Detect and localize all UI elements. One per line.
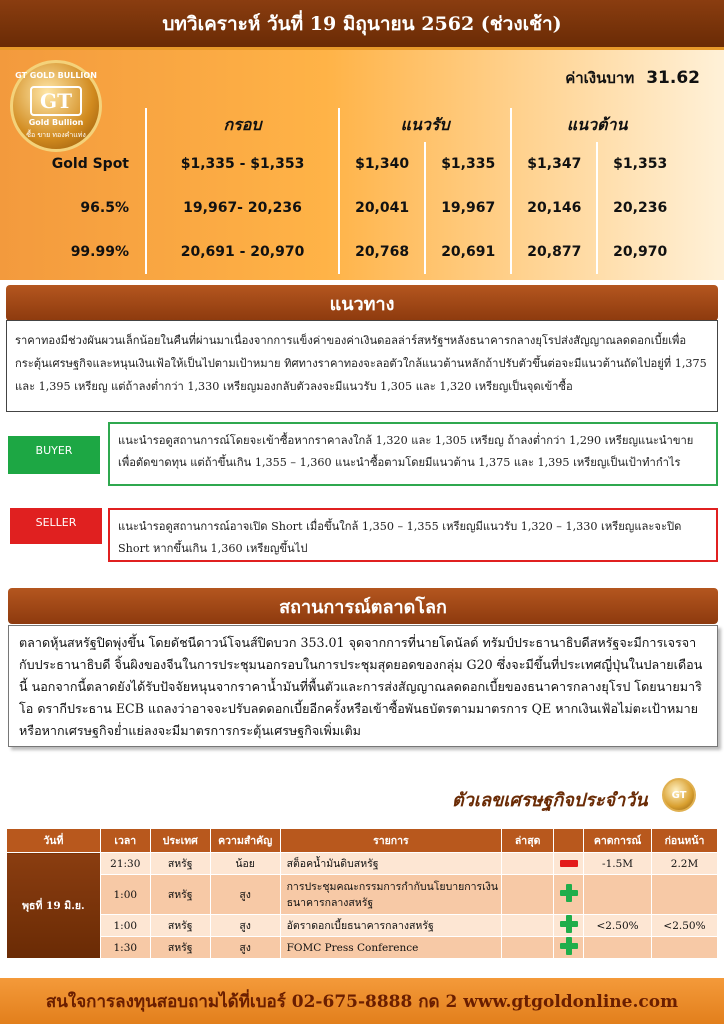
row-label: 96.5%: [80, 200, 129, 216]
row-label: Gold Spot: [51, 156, 129, 172]
latest-cell: [502, 853, 554, 875]
signal-cell: [554, 853, 584, 875]
resistance-2-value: $1,353: [597, 142, 682, 186]
forecast-cell: [584, 937, 652, 959]
support-1-value: 20,768: [339, 230, 425, 274]
latest-cell: [502, 875, 554, 915]
support-1-value: $1,340: [339, 142, 425, 186]
thb-exchange-rate: [565, 66, 700, 90]
resistance-1-value: $1,347: [511, 142, 597, 186]
support-1-value: 20,041: [339, 186, 425, 230]
econ-calendar-title: ตัวเลขเศรษฐกิจประจำวัน: [452, 790, 648, 811]
forecast-cell: -1.5M: [584, 853, 652, 875]
signal-cell: [554, 937, 584, 959]
importance-cell: สูง: [210, 937, 280, 959]
resistance-2-value: 20,970: [597, 230, 682, 274]
support-2-value: 20,691: [425, 230, 511, 274]
world-market-text: ตลาดหุ้นสหรัฐปิดพุ่งขึ้น โดยดัชนีดาวน์โจนส์ปิดบวก 353.01 จุดจากการที่นายโดนัลด์ ทรัมป์ประธานาธิบดีสหรัฐจะมีการเจรจากับประธานาธิบดี จิ้นผิงของจีนในการประชุมนอกรอบในการประชุมสุดยอดของกลุ่ม G20 ซึ่งจะมีขึ้นที่ประเทศญี่ปุ่นในปลายเดือนนี้ นอกจากนี้ตลาดยังได้รับปัจจัยหนุนจากราคาน้ำมันที่พื้นตัวและการส่งสัญญาณลดดอกเบี้ยของธนาคารกลางยุโรป โดยนายมาริโอ ดรากีประธาน ECB แถลงว่าอาจจะปรับลดดอกเบี้ยอีกครั้งหรือเข้าซื้อพันธบัตรตามมาตรการ QE หากเงินเฟ้อไม่ตะเป้าหมายหรือหากเศรษฐกิจย่ำแย่ลงจะมีมาตรการกระตุ้นเศรษฐกิจเพิ่มเติม: [8, 625, 718, 747]
range-value: 19,967- 20,236: [146, 186, 339, 230]
price-row-gold-spot: [36, 142, 682, 186]
gt-mini-logo: GT: [662, 778, 696, 812]
event-cell: การประชุมคณะกรรมการกำกับนโยบายการเงินธนาคารกลางสหรัฐ: [280, 875, 502, 915]
col-resistance-header: แนวต้าน: [511, 108, 682, 142]
signal-cell: [554, 915, 584, 937]
country-cell: สหรัฐ: [150, 853, 210, 875]
time-cell: 1:00: [100, 915, 150, 937]
table-row: [7, 915, 718, 937]
plus-icon: [560, 937, 578, 955]
plus-icon: [560, 884, 578, 902]
table-row: [7, 875, 718, 915]
col-range-header: กรอบ: [146, 108, 339, 142]
previous-cell: 2.2M: [652, 853, 718, 875]
forecast-cell: [584, 875, 652, 915]
previous-cell: <2.50%: [652, 915, 718, 937]
col-latest: ล่าสุด: [502, 829, 554, 853]
price-row-99-99: [36, 230, 682, 274]
seller-badge: SELLER: [10, 508, 102, 544]
world-market-section-title: สถานการณ์ตลาดโลก: [8, 588, 718, 624]
support-2-value: $1,335: [425, 142, 511, 186]
forecast-cell: <2.50%: [584, 915, 652, 937]
resistance-2-value: 20,236: [597, 186, 682, 230]
minus-icon: [560, 860, 578, 867]
previous-cell: [652, 937, 718, 959]
guide-section-title: แนวทาง: [6, 285, 718, 321]
logo-sub-text: Gold Bullion: [28, 117, 84, 127]
col-signal: [554, 829, 584, 853]
col-time: เวลา: [100, 829, 150, 853]
country-cell: สหรัฐ: [150, 937, 210, 959]
time-cell: 1:30: [100, 937, 150, 959]
buyer-badge: BUYER: [8, 436, 100, 474]
plus-icon: [560, 915, 578, 933]
col-importance: ความสำคัญ: [210, 829, 280, 853]
row-label: 99.99%: [70, 244, 129, 260]
importance-cell: น้อย: [210, 853, 280, 875]
buyer-recommendation: แนะนำรอดูสถานการณ์โดยจะเข้าซื้อหากราคาลงใกล้ 1,320 และ 1,305 เหรียญ ถ้าลงต่ำกว่า 1,290 เหรียญแนะนำขายเพื่อตัดขาดทุน แต่ถ้าขึ้นเกิน 1,355 – 1,360 แนะนำซื้อตามโดยมีแนวต้าน 1,375 และ 1,395 เหรียญเป็นเป้าทำกำไร: [108, 422, 718, 486]
col-previous: ก่อนหน้า: [652, 829, 718, 853]
country-cell: สหรัฐ: [150, 915, 210, 937]
gold-price-table: [36, 108, 682, 274]
fx-value: 31.62: [646, 68, 700, 88]
col-forecast: คาดการณ์: [584, 829, 652, 853]
page-title: บทวิเคราะห์ วันที่ 19 มิถุนายน 2562 (ช่วงเช้า): [0, 0, 724, 50]
time-cell: 1:00: [100, 875, 150, 915]
resistance-1-value: 20,877: [511, 230, 597, 274]
resistance-1-value: 20,146: [511, 186, 597, 230]
range-value: $1,335 - $1,353: [146, 142, 339, 186]
time-cell: 21:30: [100, 853, 150, 875]
latest-cell: [502, 937, 554, 959]
fx-label: ค่าเงินบาท: [565, 69, 635, 87]
col-date: วันที่: [7, 829, 101, 853]
range-value: 20,691 - 20,970: [146, 230, 339, 274]
table-row: [7, 853, 718, 875]
importance-cell: สูง: [210, 875, 280, 915]
guide-text: ราคาทองมีช่วงผันผวนเล็กน้อยในคืนที่ผ่านมาเนื่องจากการแข็งค่าของค่าเงินดอลล่าร์สหรัฐฯหลังธนาคารกลางยุโรปส่งสัญญาณลดดอกเบี้ยเพื่อกระตุ้นเศรษฐกิจและหนุนเงินเฟ้อให้เป็นไปตามเป้าหมาย ทิศทางราคาทองจะลอตัวใกล้แนวต้านหลักถ้าปรับตัวขึ้นต่อจะมีแนวต้านถัดไปอยู่ที่ 1,375 และ 1,395 เหรียญ แต่ถ้าลงต่ำกว่า 1,330 เหรียญมองกลับตัวลงจะมีแนวรับ 1,305 และ 1,320 เหรียญเป็นจุดเข้าซื้อ: [6, 320, 718, 412]
signal-cell: [554, 875, 584, 915]
seller-recommendation: แนะนำรอดูสถานการณ์อาจเปิด Short เมื่อขึ้นใกล้ 1,350 – 1,355 เหรียญมีแนวรับ 1,320 – 1,330 เหรียญและจะปิด Short หากขึ้นเกิน 1,360 เหรียญขึ้นไป: [108, 508, 718, 562]
support-2-value: 19,967: [425, 186, 511, 230]
col-event: รายการ: [280, 829, 502, 853]
date-cell: พุธที่ 19 มิ.ย.: [7, 853, 101, 959]
latest-cell: [502, 915, 554, 937]
previous-cell: [652, 875, 718, 915]
logo-top-text: GT GOLD BULLION: [15, 71, 97, 80]
logo-bottom-text: ซื้อ ขาย ทองคำแท่ง: [26, 131, 86, 139]
price-row-96-5: [36, 186, 682, 230]
event-cell: FOMC Press Conference: [280, 937, 502, 959]
country-cell: สหรัฐ: [150, 875, 210, 915]
table-row: [7, 937, 718, 959]
importance-cell: สูง: [210, 915, 280, 937]
event-cell: อัตราดอกเบี้ยธนาคารกลางสหรัฐ: [280, 915, 502, 937]
event-cell: สต็อคน้ำมันดิบสหรัฐ: [280, 853, 502, 875]
col-support-header: แนวรับ: [339, 108, 511, 142]
col-country: ประเทศ: [150, 829, 210, 853]
contact-footer: สนใจการลงทุนสอบถามได้ที่เบอร์ 02-675-8888 กด 2 www.gtgoldonline.com: [0, 978, 724, 1024]
logo-mark: GT: [30, 86, 82, 116]
econ-calendar-table: [6, 828, 718, 959]
